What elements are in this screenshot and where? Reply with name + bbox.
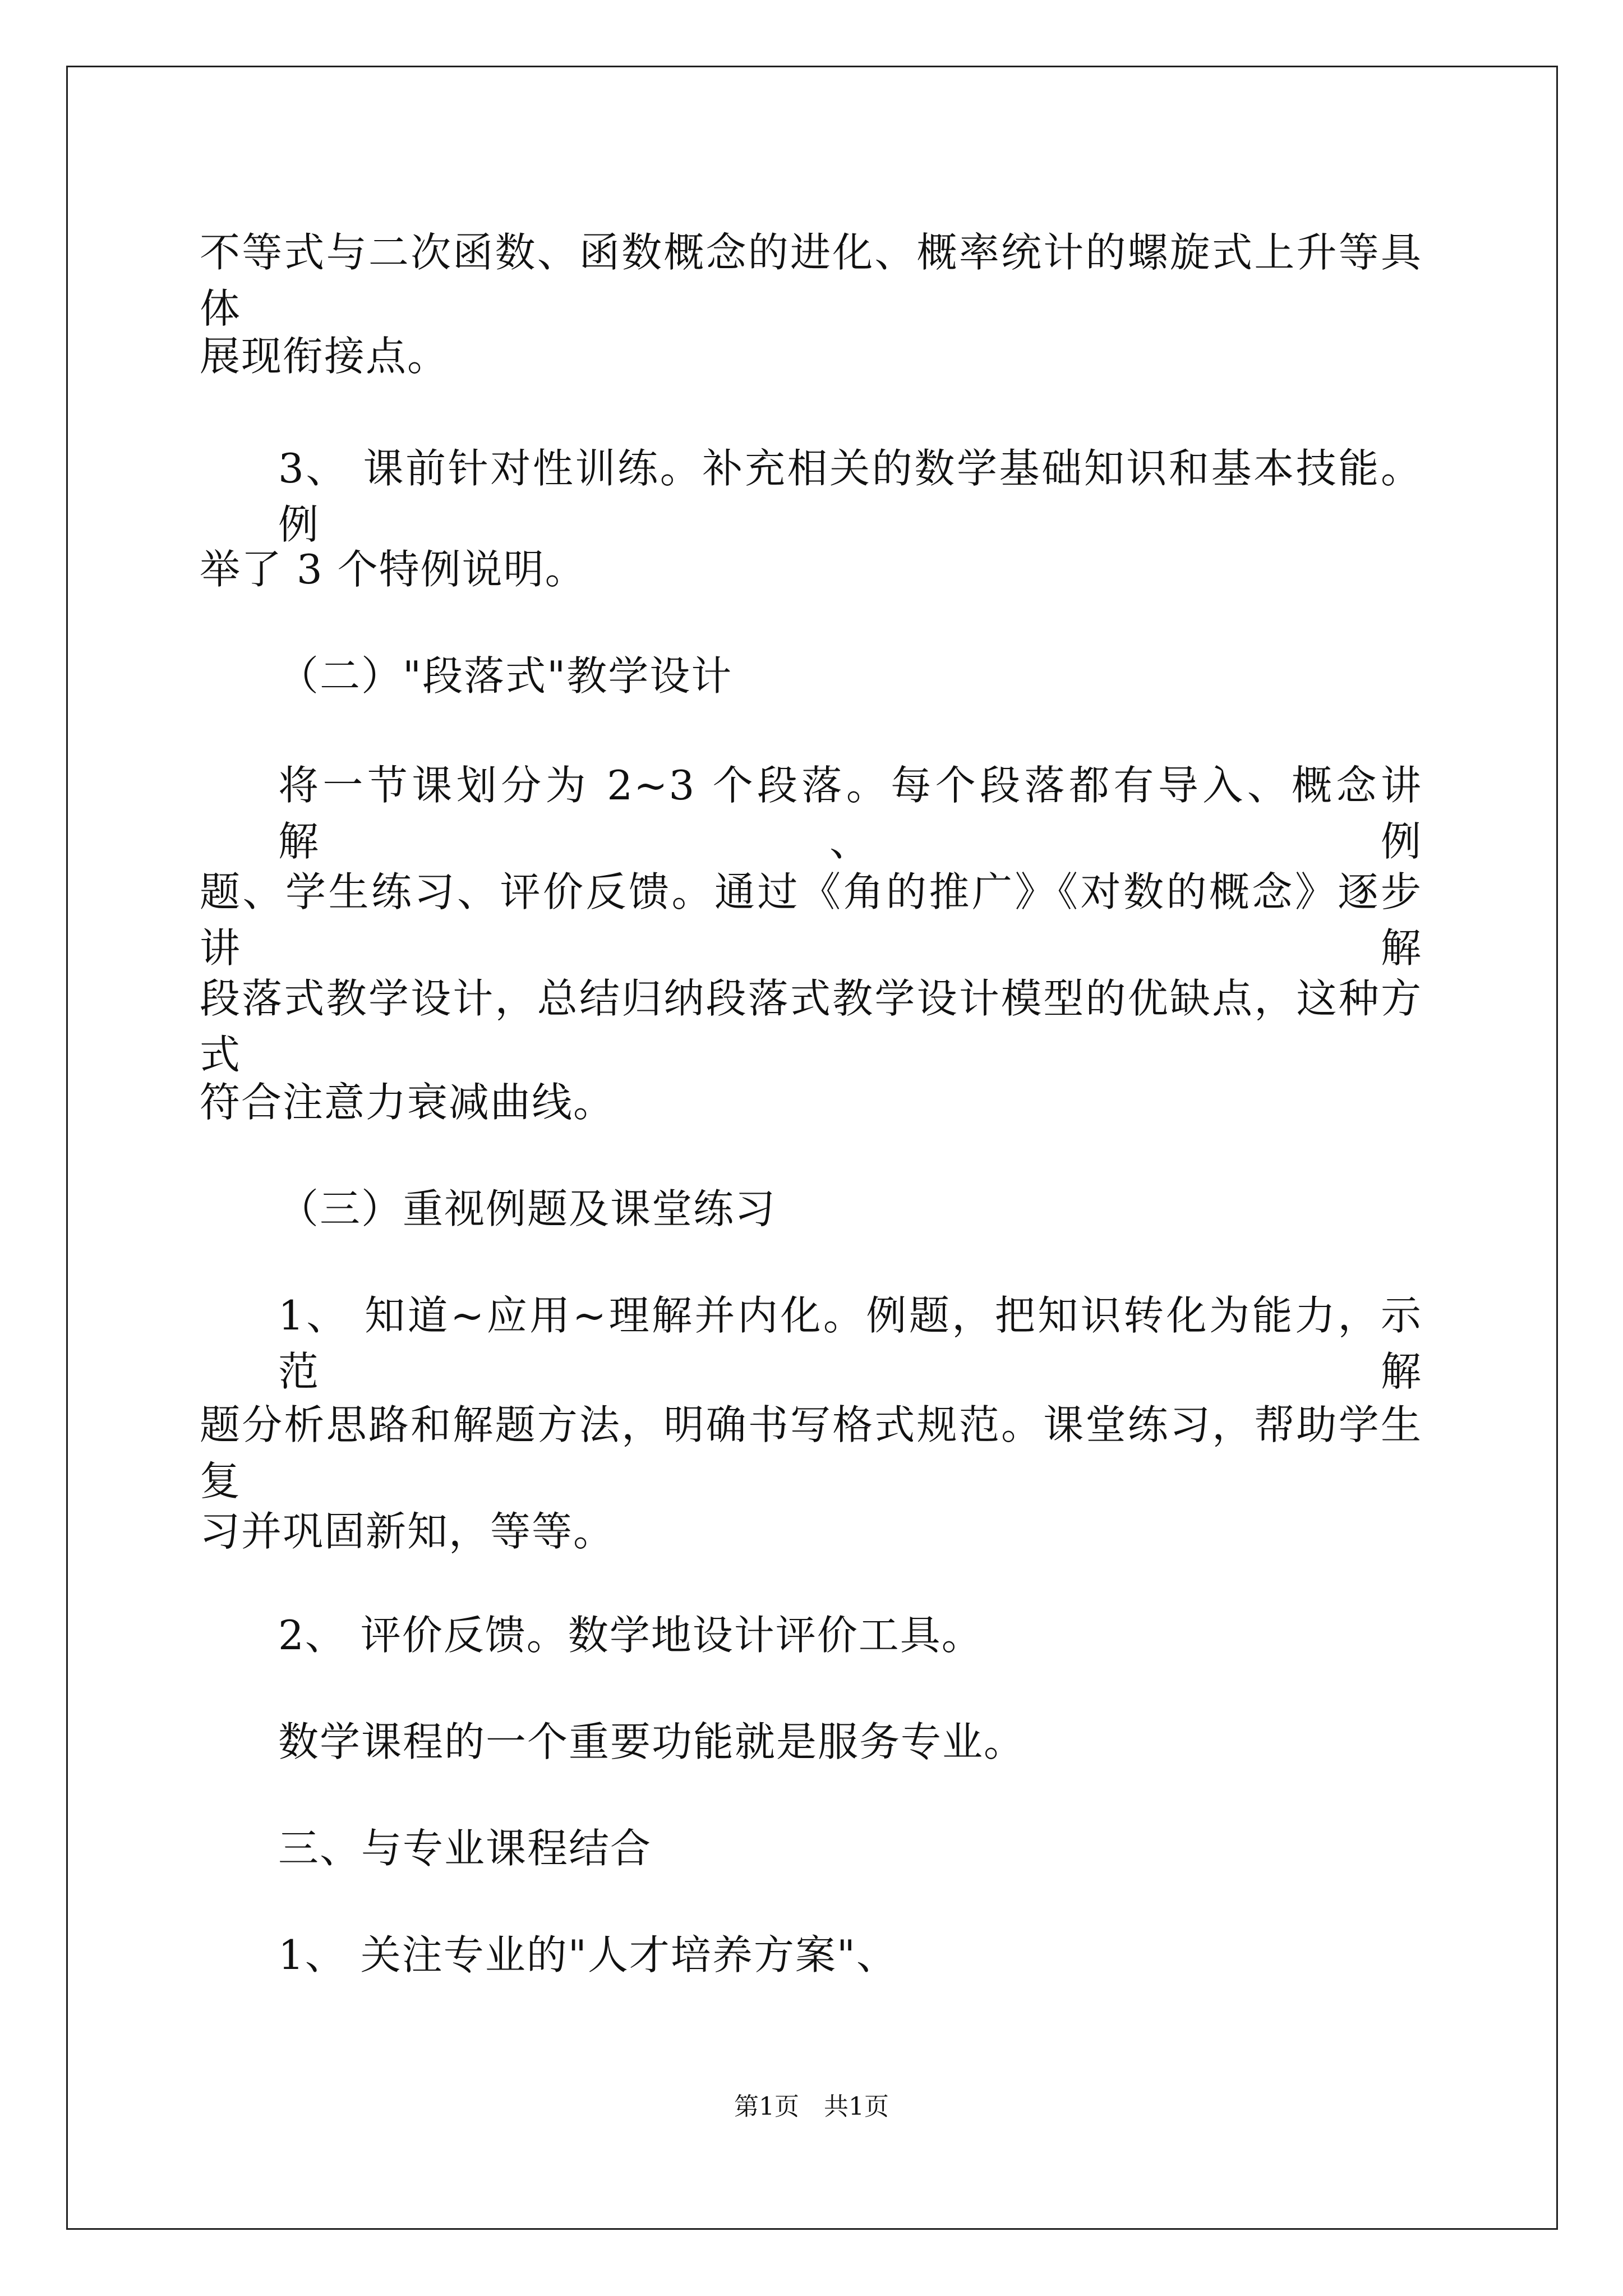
section-heading-2: （二）"段落式"教学设计 <box>278 652 733 700</box>
text-line-2: 展现衔接点。 <box>200 333 449 380</box>
text-line-12: 题分析思路和解题方法，明确书写格式规范。课堂练习，帮助学生复 <box>200 1401 1422 1504</box>
text-line-17: 1、 关注专业的"人才培养方案"、 <box>278 1931 898 1978</box>
text-line-7: 题、学生练习、评价反馈。通过《角的推广》《对数的概念》逐步讲解 <box>200 868 1422 972</box>
text-line-1: 不等式与二次函数、函数概念的进化、概率统计的螺旋式上升等具体 <box>200 229 1422 332</box>
text-line-9: 符合注意力衰减曲线。 <box>200 1079 615 1126</box>
text-line-6: 将一节课划分为 2~3 个段落。每个段落都有导入、概念讲解、例 <box>278 762 1422 865</box>
text-line-14: 2、 评价反馈。数学地设计评价工具。 <box>278 1612 983 1659</box>
text-line-8: 段落式教学设计，总结归纳段落式教学设计模型的优缺点，这种方式 <box>200 975 1422 1078</box>
text-line-15: 数学课程的一个重要功能就是服务专业。 <box>278 1718 1026 1765</box>
page-border <box>66 66 1558 2230</box>
section-heading-3: （三）重视例题及课堂练习 <box>278 1185 777 1232</box>
text-line-11: 1、 知道~应用~理解并内化。例题，把知识转化为能力，示范解 <box>278 1292 1422 1395</box>
text-line-4: 举了 3 个特例说明。 <box>200 546 587 593</box>
page-footer: 第1页 共1页 <box>734 2092 889 2121</box>
text-line-13: 习并巩固新知，等等。 <box>200 1508 615 1555</box>
text-line-3: 3、 课前针对性训练。补充相关的数学基础知识和基本技能。例 <box>278 445 1422 548</box>
section-heading-three: 三、与专业课程结合 <box>278 1825 652 1872</box>
